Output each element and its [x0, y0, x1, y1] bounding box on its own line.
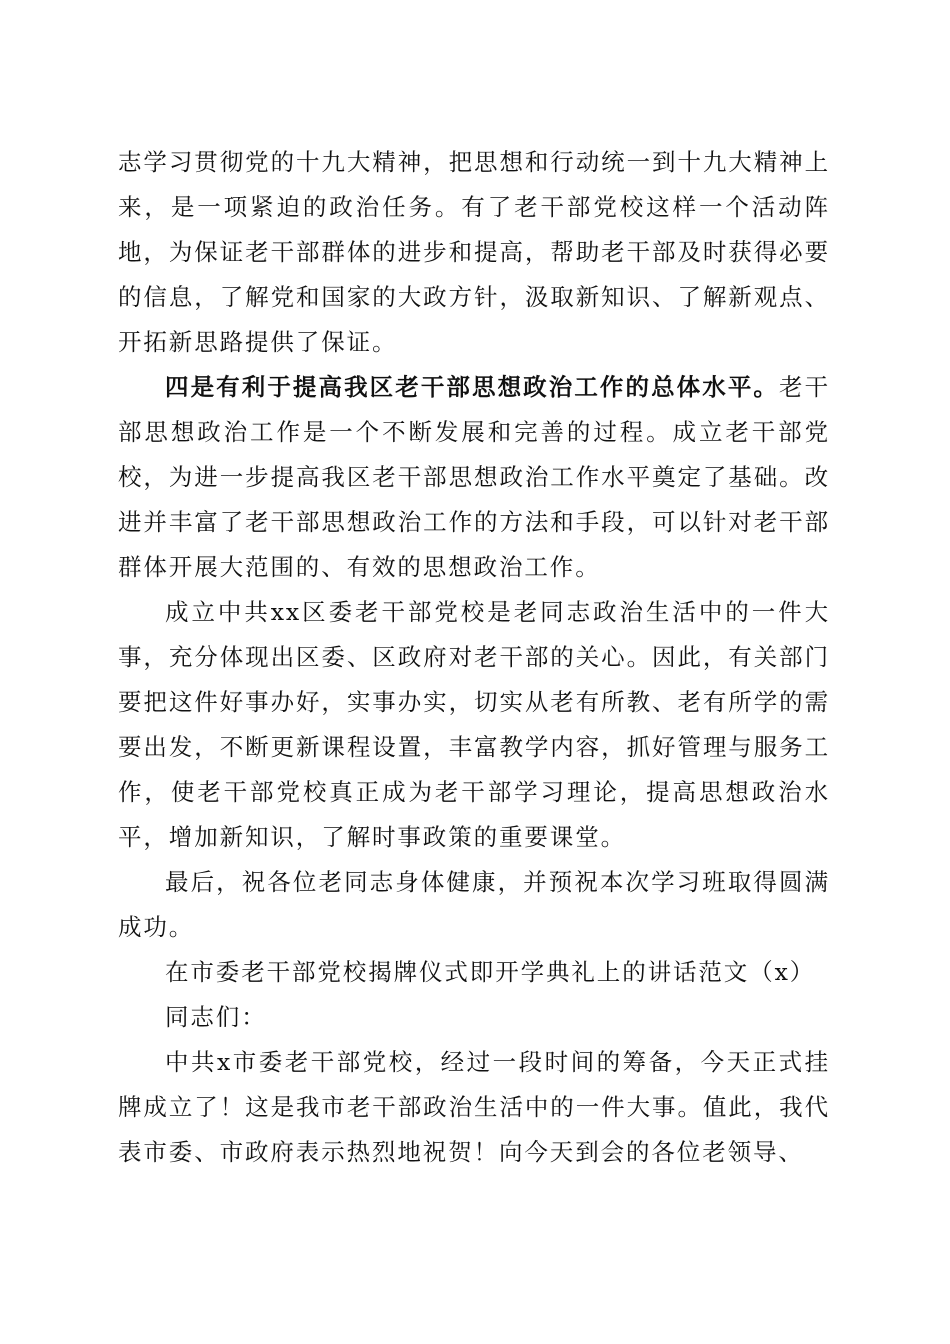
point-four-text: 老干部思想政治工作是一个不断发展和完善的过程。成立老干部党校，为进一步提高我区老干部思想政治工作水平奠定了基础。改进并丰富了老干部思想政治工作的方法和手段，可以针对老干部群体开展大范围的、有效的思想政治工作。: [118, 373, 830, 581]
speech-greeting: 同志们：: [165, 1003, 267, 1031]
paragraph-point-four: [118, 365, 830, 590]
paragraph-party-school: 成立中共xx区委老干部党校是老同志政治生活中的一件大事，充分体现出区委、区政府对老干部的关心。因此，有关部门要把这件好事办好，实事办实，切实从老有所教、老有所学的需要出发，不断更新课程设置，丰富教学内容，抓好管理与服务工作，使老干部党校真正成为老干部学习理论，提高思想政治水平，增加新知识，了解时事政策的重要课堂。: [118, 598, 830, 851]
speech-title: 在市委老干部党校揭牌仪式即开学典礼上的讲话范文（x）: [165, 958, 816, 986]
paragraph-speech-opening: 中共x市委老干部党校，经过一段时间的筹备，今天正式挂牌成立了！这是我市老干部政治生活中的一件大事。值此，我代表市委、市政府表示热烈地祝贺！向今天到会的各位老领导、: [118, 1048, 830, 1166]
paragraph-continuation: 志学习贯彻党的十九大精神，把思想和行动统一到十九大精神上来，是一项紧迫的政治任务。有了老干部党校这样一个活动阵地，为保证老干部群体的进步和提高，帮助老干部及时获得必要的信息，了解党和国家的大政方针，汲取新知识、了解新观点、开拓新思路提供了保证。: [118, 148, 830, 356]
paragraph-closing: 最后，祝各位老同志身体健康，并预祝本次学习班取得圆满成功。: [118, 868, 830, 941]
document-body: [118, 140, 830, 1175]
point-four-heading: 四是有利于提高我区老干部思想政治工作的总体水平。: [165, 373, 779, 401]
